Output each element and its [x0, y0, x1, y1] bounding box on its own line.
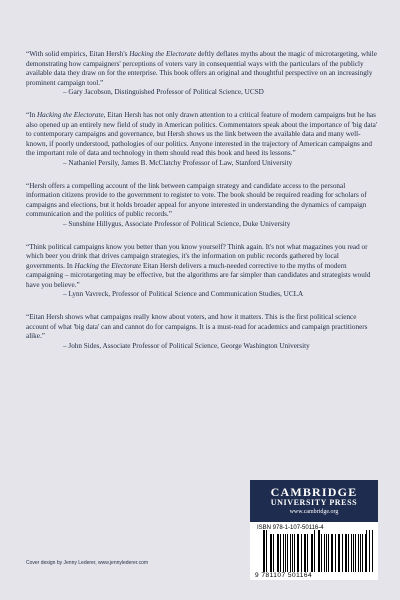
review-attribution: – Nathaniel Persily, James B. McClatchy Professor of Law, Stanford University	[63, 158, 293, 167]
barcode-bar	[314, 530, 315, 572]
quote-text: , Eitan Hersh has not only drawn attention to a critical feature of modern campaigns but he has also opened up an entirely new field of study in American politics. Commentators speak about the importance of 'big data' to contemporary campaigns and governance, but Hersh shows us the link between the available data and many well-known, if poorly understood, pathologies of our politics. Anyone interested in the trajectory of American campaigns and the important role of data and technology in them should read this book and heed its lessons.”	[26, 110, 378, 158]
barcode-bar	[273, 534, 274, 572]
review-blurb	[26, 182, 378, 230]
review-quote	[26, 313, 378, 342]
quote-text: Eitan Hersh delivers a much-needed corrective to the myths of modern campaigning – microtargeting may be effective, but the algorithms are far simpler than candidates and strategists would have you believe.”	[26, 261, 371, 289]
review-blurb	[26, 243, 378, 301]
book-title: Hacking the Electorate	[36, 110, 104, 119]
review-attribution: – Gary Jacobson, Distinguished Professor of Political Science, UCSD	[63, 88, 264, 97]
publisher-name: CAMBRIDGE	[270, 485, 358, 499]
review-attribution: – Sunshine Hillygus, Associate Professor of Political Science, Duke University	[63, 219, 291, 228]
book-title: Hacking the Electorate	[74, 261, 142, 270]
book-title: Hacking the Electorate	[129, 50, 196, 58]
quote-text: “Eitan Hersh shows what campaigns really know about voters, and how it matters. This is the first political science account of what 'big data' can and cannot do for campaigns. It is a must-read for academics and campaign practitioners alike.”	[26, 313, 368, 341]
review-quote	[26, 243, 378, 291]
review-quote	[26, 182, 378, 220]
barcode-bar	[290, 534, 291, 572]
barcode-panel	[250, 522, 378, 580]
cover-design-credit: Cover design by Jenny Lederer, www.jennylederer.com	[26, 560, 149, 566]
review-blurbs	[26, 50, 378, 364]
quote-text: “With solid empirics, Eitan Hersh's	[26, 50, 130, 58]
review-blurb	[26, 111, 378, 169]
quote-text: “In	[26, 110, 37, 119]
barcode-bar	[332, 534, 333, 572]
quote-text: “Think political campaigns know you better than you know yourself? Think again. It's not what magazines you read or which beer you drink that drives campaign strategies, it's the information on public records gathered by local governments. In	[26, 242, 368, 270]
review-blurb	[26, 50, 378, 98]
publisher-logo	[250, 480, 378, 522]
isbn-label: ISBN 978-1-107-50116-4	[257, 525, 324, 531]
publisher-url: www.cambridge.org	[289, 509, 339, 515]
barcode-bar	[358, 534, 359, 572]
review-attribution: – John Sides, Associate Professor of Political Science, George Washington University	[63, 341, 310, 350]
quote-text: deftly deflates myths about the magic of microtargeting, while demonstrating how campaigners' perceptions of voters vary in consequential ways with the particulars of the publicly available data they draw on for the enterprise. This book offers an original and thoughtful perspective on an increasingly prominent campaign tool.”	[26, 50, 377, 87]
quote-text: “Hersh offers a compelling account of the link between campaign strategy and candidate access to the personal information citizens provide to the government to register to vote. The book should be required reading for scholars of campaigns and elections, but it holds broader appeal for anyone interested in understanding the dynamics of campaign communication and the politics of public records.”	[26, 181, 367, 219]
review-quote	[26, 50, 378, 88]
barcode-digits: 9 781107 501164	[255, 572, 313, 579]
publisher-subtitle: UNIVERSITY PRESS	[270, 498, 358, 507]
review-attribution: – Lynn Vavreck, Professor of Political Science and Communication Studies, UCLA	[63, 290, 304, 299]
barcode-icon	[255, 534, 373, 572]
review-quote	[26, 111, 378, 159]
review-blurb	[26, 313, 378, 351]
